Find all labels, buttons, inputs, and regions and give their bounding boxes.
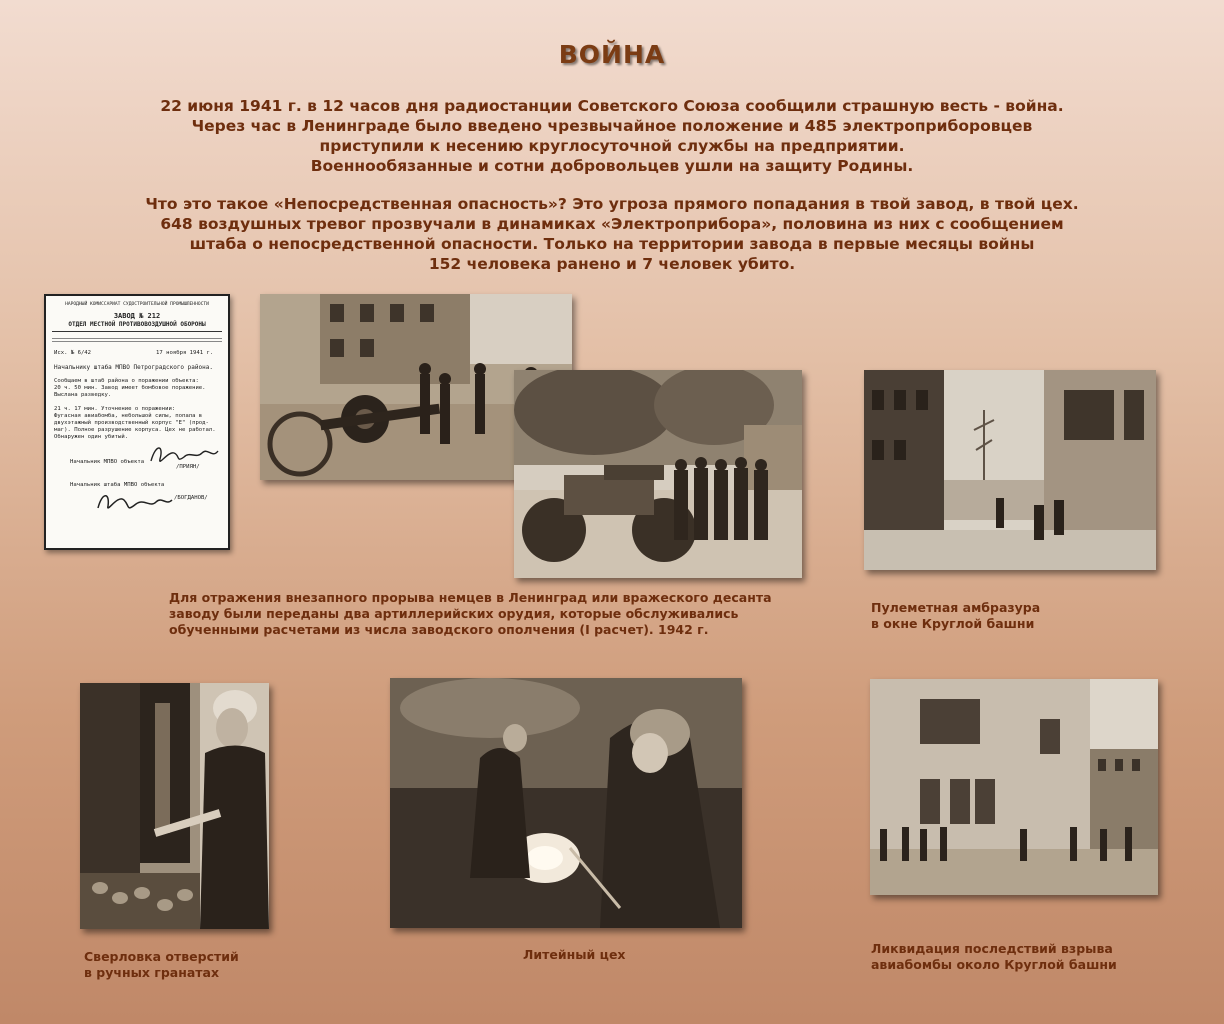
air-defense-document [44, 294, 230, 550]
caption-bomb [871, 941, 1117, 973]
photo-round-tower [864, 370, 1156, 570]
signature-1-icon [146, 441, 221, 469]
photo-foundry [390, 678, 742, 928]
signature-2-icon [94, 486, 174, 516]
document-sign1-label: Начальник МПВО объекта [70, 459, 145, 465]
caption-line: Сверловка отверстий [84, 949, 239, 964]
caption-line: обученными расчетами из числа заводского ополчения (I расчет). 1942 г. [169, 622, 709, 637]
document-divider [52, 331, 222, 332]
danger-line: 152 человека ранено и 7 человек убито. [428, 255, 796, 273]
document-body-line: маг). Полное разрушение корпуса. Цех не работал. [54, 427, 216, 433]
document-sign2-name: /БОГДАНОВ/ [174, 495, 208, 501]
caption-line: Литейный цех [523, 947, 626, 962]
danger-line: штаба о непосредственной опасности. Только на территории завода в первые месяцы войны [189, 235, 1035, 253]
caption-embrasure [871, 600, 1040, 632]
danger-line: 648 воздушных тревог прозвучали в динамиках «Электроприбора», половина из них с сообщением [160, 215, 1064, 233]
document-sign2-label: Начальник штаба МПВО объекта [70, 482, 165, 488]
document-body-line: 20 ч. 50 мин. Завод имеет бомбовое поражение. [54, 385, 206, 391]
document-number: Исх. № 6/42 [54, 350, 92, 356]
drilling-grenades-image-icon [80, 683, 269, 929]
document-smallprint [52, 336, 222, 346]
document-department: ОТДЕЛ МЕСТНОЙ ПРОТИВОВОЗДУШНОЙ ОБОРОНЫ [68, 321, 206, 328]
document-factory: ЗАВОД № 212 [113, 312, 161, 320]
document-body-line: Сообщаем в штаб района о поражении объекта: [54, 378, 199, 384]
document-header-top: НАРОДНЫЙ КОМИССАРИАТ СУДОСТРОИТЕЛЬНОЙ ПРОМЫШЛЕННОСТИ [65, 302, 209, 307]
foundry-image-icon [390, 678, 742, 928]
intro-line: 22 июня 1941 г. в 12 часов дня радиостанции Советского Союза сообщили страшную весть - война. [160, 97, 1064, 115]
bomb-aftermath-image-icon [870, 679, 1158, 895]
caption-line: в окне Круглой башни [871, 616, 1035, 631]
document-body-line: Фугасная авиабомба, небольшой силы, попала в [54, 413, 203, 419]
intro-line: Военнообязанные и сотни добровольцев ушли на защиту Родины. [310, 157, 914, 175]
caption-drilling [84, 949, 239, 981]
danger-line: Что это такое «Непосредственная опасность»? Это угроза прямого попадания в твой завод, в твой цех. [145, 195, 1079, 213]
round-tower-image-icon [864, 370, 1156, 570]
page-title: ВОЙНА [558, 40, 666, 69]
caption-line: авиабомбы около Круглой башни [871, 957, 1117, 972]
caption-line: Для отражения внезапного прорыва немцев в Ленинград или вражеского десанта [169, 590, 772, 605]
caption-line: Пулеметная амбразура [871, 600, 1041, 615]
caption-line: заводу были переданы два артиллерийских орудия, которые обслуживались [169, 606, 739, 621]
caption-line: Ликвидация последствий взрыва [871, 941, 1113, 956]
document-addressee: Начальнику штаба МПВО Петроградского района. [54, 364, 213, 371]
intro-line: приступили к несению круглосуточной службы на предприятии. [319, 137, 905, 155]
danger-text [40, 194, 1184, 274]
document-body-line: 21 ч. 17 мин. Уточнение о поражении: [54, 406, 176, 412]
photo-artillery-crew [514, 370, 802, 578]
artillery-crew-image-icon [514, 370, 802, 578]
photo-bomb-aftermath [870, 679, 1158, 895]
caption-line: в ручных гранатах [84, 965, 220, 980]
document-body-line: Обнаружен один убитый. [54, 434, 129, 440]
caption-artillery [169, 590, 772, 638]
document-body-line: двухэтажный производственный корпус "Е" (прод- [54, 420, 209, 426]
document-body-line: Выслана разведку. [54, 392, 112, 398]
caption-foundry [523, 947, 625, 963]
document-date: 17 ноября 1941 г. [156, 350, 214, 356]
intro-text [40, 96, 1184, 176]
document-sign1-name: /ПРИЯН/ [176, 464, 200, 470]
photo-drilling-grenades [80, 683, 269, 929]
intro-line: Через час в Ленинграде было введено чрезвычайное положение и 485 электроприборовцев [191, 117, 1033, 135]
